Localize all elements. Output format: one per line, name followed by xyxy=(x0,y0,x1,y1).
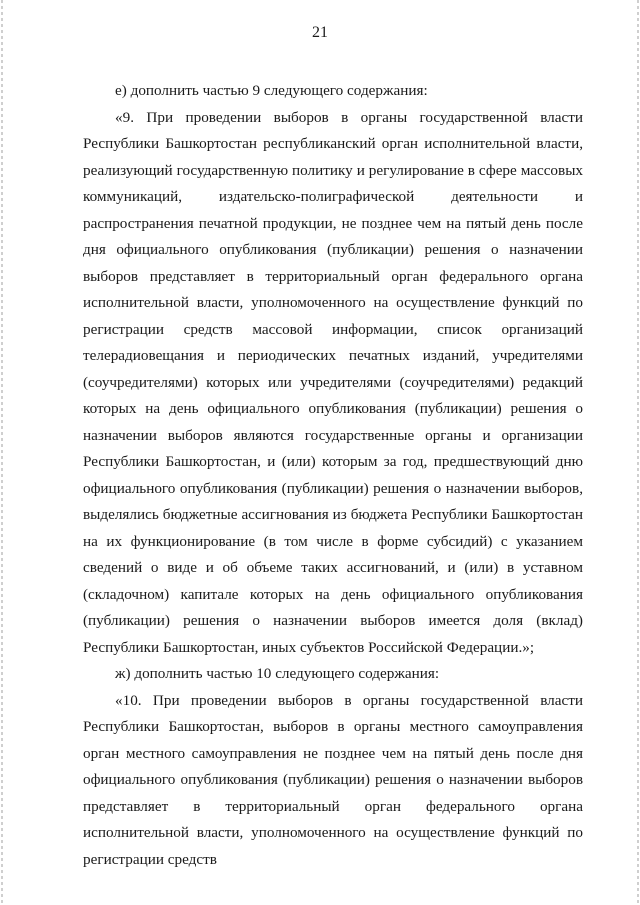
scan-edge-left xyxy=(1,0,3,905)
scan-edge-right xyxy=(637,0,639,905)
paragraph-part-10: «10. При проведении выборов в органы государственной власти Республики Башкортостан, выборов в органы местного самоуправления орган местного самоуправления не позднее чем на пятый день после дня официального опубликования (публикации) решения о назначении выборов представляет в территориальный орган федерального органа исполнительной власти, уполномоченного на осуществление функций по регистрации средств xyxy=(83,691,583,868)
page-number: 21 xyxy=(312,24,328,41)
paragraph-item-e: е) дополнить частью 9 следующего содержания: xyxy=(115,82,428,99)
paragraph-part-9: «9. При проведении выборов в органы государственной власти Республики Башкортостан республиканский орган исполнительной власти, реализующий государственную политику и регулирование в сфере массовых коммуникаций, издательско-полиграфической деятельности и распространения печатной продукции, не позднее чем на пятый день после дня официального опубликования (публикации) решения о назначении выборов представляет в территориальный орган федерального органа исполнительной власти, уполномоченного на осуществление функций по регистрации средств массовой информации, список организаций телерадиовещания и периодических печатных изданий, учредителями (соучредителями) которых или учредителями (соучредителями) редакций которых на день официального опубликования (публикации) решения о назначении выборов являются государственные органы и организации Республики Башкортостан, и (или) которым за год, предшествующий дню официального опубликования (публикации) решения о назначении выборов, выделялись бюджетные ассигнования из бюджета Республики Башкортостан на их функционирование (в том числе в форме субсидий) с указанием сведений о виде и об объеме таких ассигнований, и (или) в уставном (складочном) капитале которых на день официального опубликования (публикации) решения о назначении выборов имеется доля (вклад) Республики Башкортостан, иных субъектов Российской Федерации.»; xyxy=(83,108,583,656)
document-body xyxy=(83,78,583,873)
paragraph-item-zh: ж) дополнить частью 10 следующего содержания: xyxy=(115,665,440,682)
